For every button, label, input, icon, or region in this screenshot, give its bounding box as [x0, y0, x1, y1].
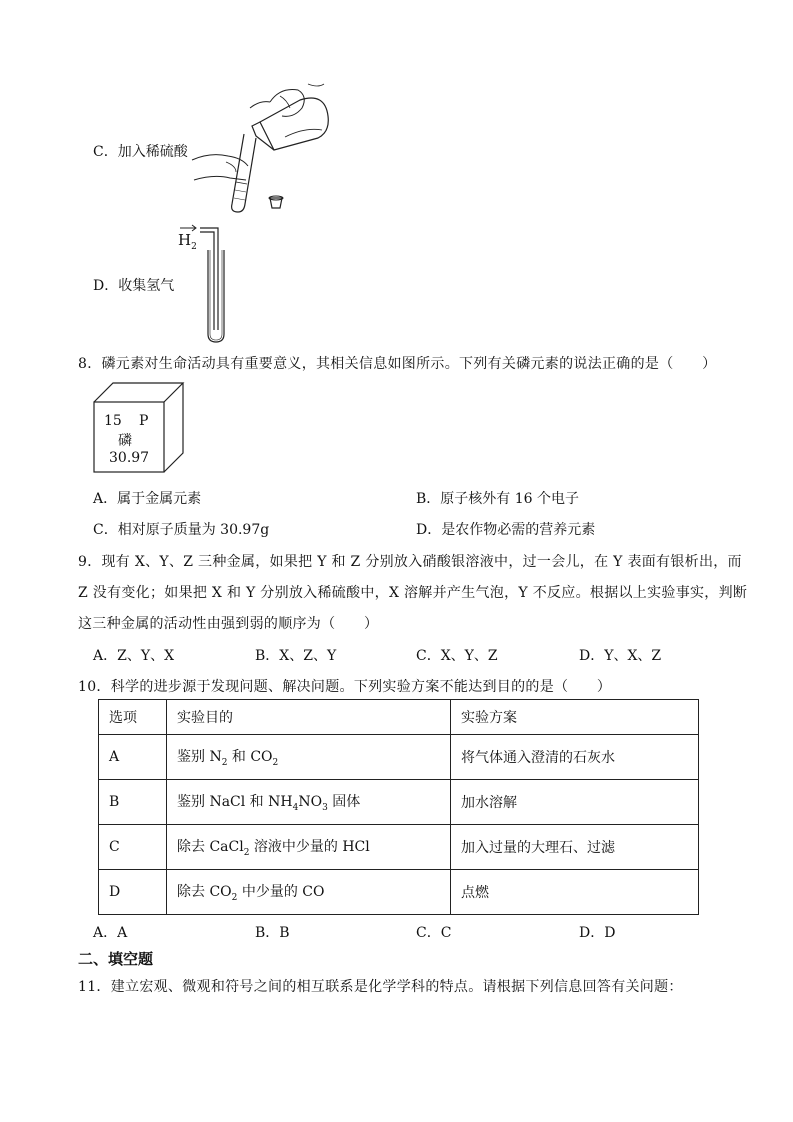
- q7-option-d: D．收集氢气: [93, 278, 175, 294]
- q9-option-a: A．Z、Y、X: [93, 648, 175, 664]
- row-plan: 将气体通入澄清的石灰水: [451, 735, 699, 780]
- q8-option-b: B．原子核外有 16 个电子: [416, 491, 580, 507]
- table-row: [99, 780, 699, 825]
- q10-option-c: C．C: [416, 925, 452, 941]
- row-option: B: [99, 780, 167, 825]
- q9-option-c: C．X、Y、Z: [416, 648, 498, 664]
- q8-option-d: D．是农作物必需的营养元素: [416, 522, 596, 538]
- q10-option-b: B．B: [255, 925, 290, 941]
- collect-hydrogen-illustration: [178, 222, 248, 346]
- q8-option-a: A．属于金属元素: [93, 491, 202, 507]
- q9-option-b: B．X、Z、Y: [255, 648, 337, 664]
- row-goal: 除去 CaCl$_2$ 溶液中少量的 HCl: [167, 825, 451, 870]
- row-goal: 鉴别 NaCl 和 $NH_4NO_3$ 固体: [167, 780, 451, 825]
- element-name: 磷: [118, 433, 132, 449]
- row-plan: 点燃: [451, 870, 699, 915]
- row-option: C: [99, 825, 167, 870]
- table-row: [99, 735, 699, 780]
- q9-option-d: D．Y、X、Z: [579, 648, 662, 664]
- table-header-row: [99, 700, 699, 735]
- header-option: 选项: [99, 700, 167, 735]
- q10-option-a: A．A: [93, 925, 128, 941]
- q8-stem: 8．磷元素对生命活动具有重要意义，其相关信息如图所示。下列有关磷元素的说法正确的是（ ）: [78, 356, 717, 372]
- q11-stem: 11．建立宏观、微观和符号之间的相互联系是化学学科的特点。请根据下列信息回答有关问题：: [78, 979, 683, 995]
- q7-option-c: C．加入稀硫酸: [93, 144, 188, 160]
- element-mass: 30.97: [109, 450, 150, 466]
- q9-line-3: 这三种金属的活动性由强到弱的顺序为（ ）: [78, 616, 379, 632]
- element-atomic-number: 15: [104, 413, 122, 429]
- q10-option-d: D．D: [579, 925, 616, 941]
- q9-line-2: Z 没有变化；如果把 X 和 Y 分别放入稀硫酸中，X 溶解并产生气泡，Y 不反应。根据以上实验事实，判断: [78, 585, 748, 601]
- row-plan: 加水溶解: [451, 780, 699, 825]
- row-goal: 鉴别 $N_2$ 和 $CO_2$: [167, 735, 451, 780]
- table-row: [99, 825, 699, 870]
- q8-option-c: C．相对原子质量为 30.97g: [93, 522, 270, 538]
- section-title: 二、填空题: [78, 950, 154, 968]
- h2-gas-label: $H_2$: [178, 231, 197, 252]
- experiment-table: [98, 699, 699, 915]
- table-row: [99, 870, 699, 915]
- row-goal: 除去 $CO_2$ 中少量的 CO: [167, 870, 451, 915]
- q9-line-1: 9．现有 X、Y、Z 三种金属，如果把 Y 和 Z 分别放入硝酸银溶液中，过一会儿，在 Y 表面有银析出，而: [78, 554, 742, 570]
- element-symbol: P: [139, 413, 149, 429]
- header-goal: 实验目的: [167, 700, 451, 735]
- q10-stem: 10．科学的进步源于发现问题、解决问题。下列实验方案不能达到目的的是（ ）: [78, 679, 612, 695]
- row-plan: 加入过量的大理石、过滤: [451, 825, 699, 870]
- header-plan: 实验方案: [451, 700, 699, 735]
- row-option: D: [99, 870, 167, 915]
- row-option: A: [99, 735, 167, 780]
- pouring-acid-illustration: [190, 82, 340, 218]
